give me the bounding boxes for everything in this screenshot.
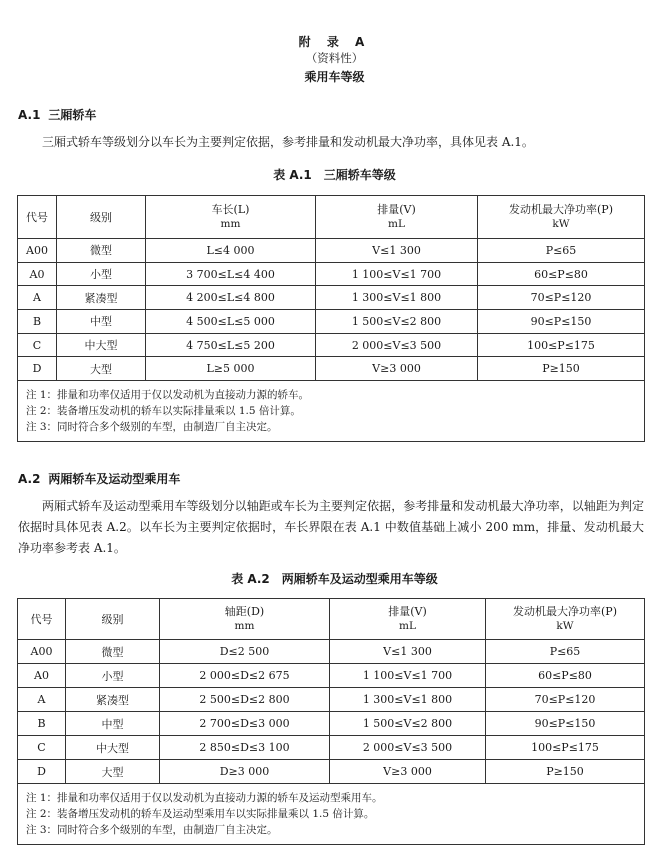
header-code: 代号	[18, 196, 57, 239]
header-power-unit: kW	[556, 620, 574, 632]
table-note: 注 1：排量和功率仅适用于仅以发动机为直接动力源的轿车及运动型乘用车。	[26, 792, 383, 804]
cell-class: 微型	[57, 239, 146, 263]
table-a1	[17, 195, 645, 442]
table-note: 注 3：同时符合多个级别的车型，由制造厂自主决定。	[26, 421, 278, 434]
cell-class: 中型	[57, 310, 146, 334]
cell-power: 60≤P≤80	[486, 664, 645, 688]
header-power-unit: kW	[552, 218, 570, 230]
table-row	[18, 712, 645, 736]
cell-code: B	[18, 310, 57, 334]
header-wheelbase	[160, 599, 330, 640]
cell-displacement: 1 300≤V≤1 800	[316, 286, 478, 310]
paragraph-text: 三厢式轿车等级划分以车长为主要判定依据，参考排量和发动机最大净功率，具体见表 A.1。	[42, 135, 534, 149]
cell-wheelbase: 2 700≤D≤3 000	[160, 712, 330, 736]
header-power	[478, 196, 645, 239]
table-notes-row	[18, 784, 645, 845]
cell-code: D	[18, 760, 66, 784]
table-row	[18, 357, 645, 381]
paragraph-text: 两厢式轿车及运动型乘用车等级划分以轴距或车长为主要判定依据，参考排量和发动机最大净功率，以轴距为判定依据时具体见表 A.2。以车长为主要判定依据时，车长界限在表 A.1 中数值基础上减小 200 mm，排量、发动机最大净功率参考表 A.1。	[18, 499, 644, 555]
cell-length: L≤4 000	[146, 239, 316, 263]
appendix-subtitle: 乘用车等级	[304, 70, 365, 84]
cell-wheelbase: D≤2 500	[160, 640, 330, 664]
cell-length: 4 200≤L≤4 800	[146, 286, 316, 310]
header-length-unit: mm	[220, 218, 241, 230]
table-a1-caption: 表 A.1 三厢轿车等级	[273, 168, 396, 182]
header-displacement-label: 排量(V)	[388, 605, 427, 618]
header-displacement	[316, 196, 478, 239]
cell-code: D	[18, 357, 57, 381]
table-note: 注 2：装备增压发动机的轿车以实际排量乘以 1.5 倍计算。	[26, 405, 301, 418]
header-class: 级别	[57, 196, 146, 239]
header-power	[486, 599, 645, 640]
cell-displacement: 2 000≤V≤3 500	[316, 333, 478, 357]
cell-length: 4 750≤L≤5 200	[146, 333, 316, 357]
cell-displacement: 1 100≤V≤1 700	[316, 262, 478, 286]
cell-class: 紧凑型	[57, 286, 146, 310]
header-code: 代号	[18, 599, 66, 640]
cell-power: 60≤P≤80	[478, 262, 645, 286]
cell-class: 紧凑型	[66, 688, 160, 712]
cell-class: 中大型	[66, 736, 160, 760]
table-note: 注 2：装备增压发动机的轿车及运动型乘用车以实际排量乘以 1.5 倍计算。	[26, 808, 375, 820]
appendix-nature: （资料性）	[305, 51, 364, 65]
cell-class: 大型	[57, 357, 146, 381]
cell-code: B	[18, 712, 66, 736]
section-a2-heading	[18, 470, 180, 487]
section-a1-paragraph	[18, 132, 644, 153]
cell-power: P≥150	[486, 760, 645, 784]
cell-displacement: 1 500≤V≤2 800	[316, 310, 478, 334]
cell-power: 100≤P≤175	[486, 736, 645, 760]
section-number: A.2	[18, 472, 41, 486]
cell-code: C	[18, 736, 66, 760]
cell-displacement: V≤1 300	[316, 239, 478, 263]
table-row	[18, 333, 645, 357]
section-a2-paragraph	[18, 496, 644, 559]
cell-displacement: 1 500≤V≤2 800	[330, 712, 486, 736]
table-notes	[18, 784, 645, 845]
cell-power: P≤65	[486, 640, 645, 664]
cell-displacement: 2 000≤V≤3 500	[330, 736, 486, 760]
cell-power: 90≤P≤150	[486, 712, 645, 736]
table-a2	[17, 598, 645, 845]
cell-code: A0	[18, 664, 66, 688]
cell-length: 4 500≤L≤5 000	[146, 310, 316, 334]
table-row	[18, 640, 645, 664]
header-class: 级别	[66, 599, 160, 640]
cell-code: C	[18, 333, 57, 357]
table-a2-caption: 表 A.2 两厢轿车及运动型乘用车等级	[231, 572, 438, 586]
section-number: A.1	[18, 108, 41, 122]
table-notes-row	[18, 381, 645, 442]
header-displacement-unit: mL	[388, 218, 405, 230]
cell-displacement: V≤1 300	[330, 640, 486, 664]
cell-power: 70≤P≤120	[486, 688, 645, 712]
cell-power: P≤65	[478, 239, 645, 263]
cell-wheelbase: 2 850≤D≤3 100	[160, 736, 330, 760]
section-title: 三厢轿车	[48, 108, 97, 122]
cell-power: P≥150	[478, 357, 645, 381]
table-row	[18, 688, 645, 712]
header-displacement-unit: mL	[399, 620, 416, 632]
cell-wheelbase: D≥3 000	[160, 760, 330, 784]
cell-class: 大型	[66, 760, 160, 784]
table-row	[18, 310, 645, 334]
cell-class: 微型	[66, 640, 160, 664]
cell-displacement: V≥3 000	[316, 357, 478, 381]
table-row	[18, 286, 645, 310]
header-displacement-label: 排量(V)	[377, 203, 416, 216]
header-wheelbase-unit: mm	[234, 620, 255, 632]
table-row	[18, 736, 645, 760]
header-power-label: 发动机最大净功率(P)	[513, 605, 617, 618]
cell-class: 小型	[57, 262, 146, 286]
cell-displacement: 1 100≤V≤1 700	[330, 664, 486, 688]
cell-wheelbase: 2 000≤D≤2 675	[160, 664, 330, 688]
table-row	[18, 262, 645, 286]
cell-code: A	[18, 688, 66, 712]
cell-length: L≥5 000	[146, 357, 316, 381]
appendix-title: 附 录 A	[298, 35, 371, 49]
header-length	[146, 196, 316, 239]
table-note: 注 3：同时符合多个级别的车型，由制造厂自主决定。	[26, 824, 278, 836]
cell-displacement: 1 300≤V≤1 800	[330, 688, 486, 712]
cell-power: 90≤P≤150	[478, 310, 645, 334]
table-note: 注 1：排量和功率仅适用于仅以发动机为直接动力源的轿车。	[26, 389, 310, 402]
cell-class: 中型	[66, 712, 160, 736]
table-row	[18, 239, 645, 263]
header-length-label: 车长(L)	[211, 203, 250, 216]
table-row	[18, 760, 645, 784]
table-header-row	[18, 196, 645, 239]
section-title: 两厢轿车及运动型乘用车	[48, 472, 181, 486]
cell-length: 3 700≤L≤4 400	[146, 262, 316, 286]
table-row	[18, 664, 645, 688]
cell-code: A0	[18, 262, 57, 286]
cell-displacement: V≥3 000	[330, 760, 486, 784]
cell-class: 中大型	[57, 333, 146, 357]
header-displacement	[330, 599, 486, 640]
cell-code: A	[18, 286, 57, 310]
header-wheelbase-label: 轴距(D)	[224, 605, 265, 618]
table-header-row	[18, 599, 645, 640]
section-a1-heading	[18, 106, 96, 123]
header-power-label: 发动机最大净功率(P)	[509, 203, 613, 216]
cell-wheelbase: 2 500≤D≤2 800	[160, 688, 330, 712]
table-notes	[18, 381, 645, 442]
cell-code: A00	[18, 640, 66, 664]
cell-power: 70≤P≤120	[478, 286, 645, 310]
cell-power: 100≤P≤175	[478, 333, 645, 357]
cell-class: 小型	[66, 664, 160, 688]
cell-code: A00	[18, 239, 57, 263]
